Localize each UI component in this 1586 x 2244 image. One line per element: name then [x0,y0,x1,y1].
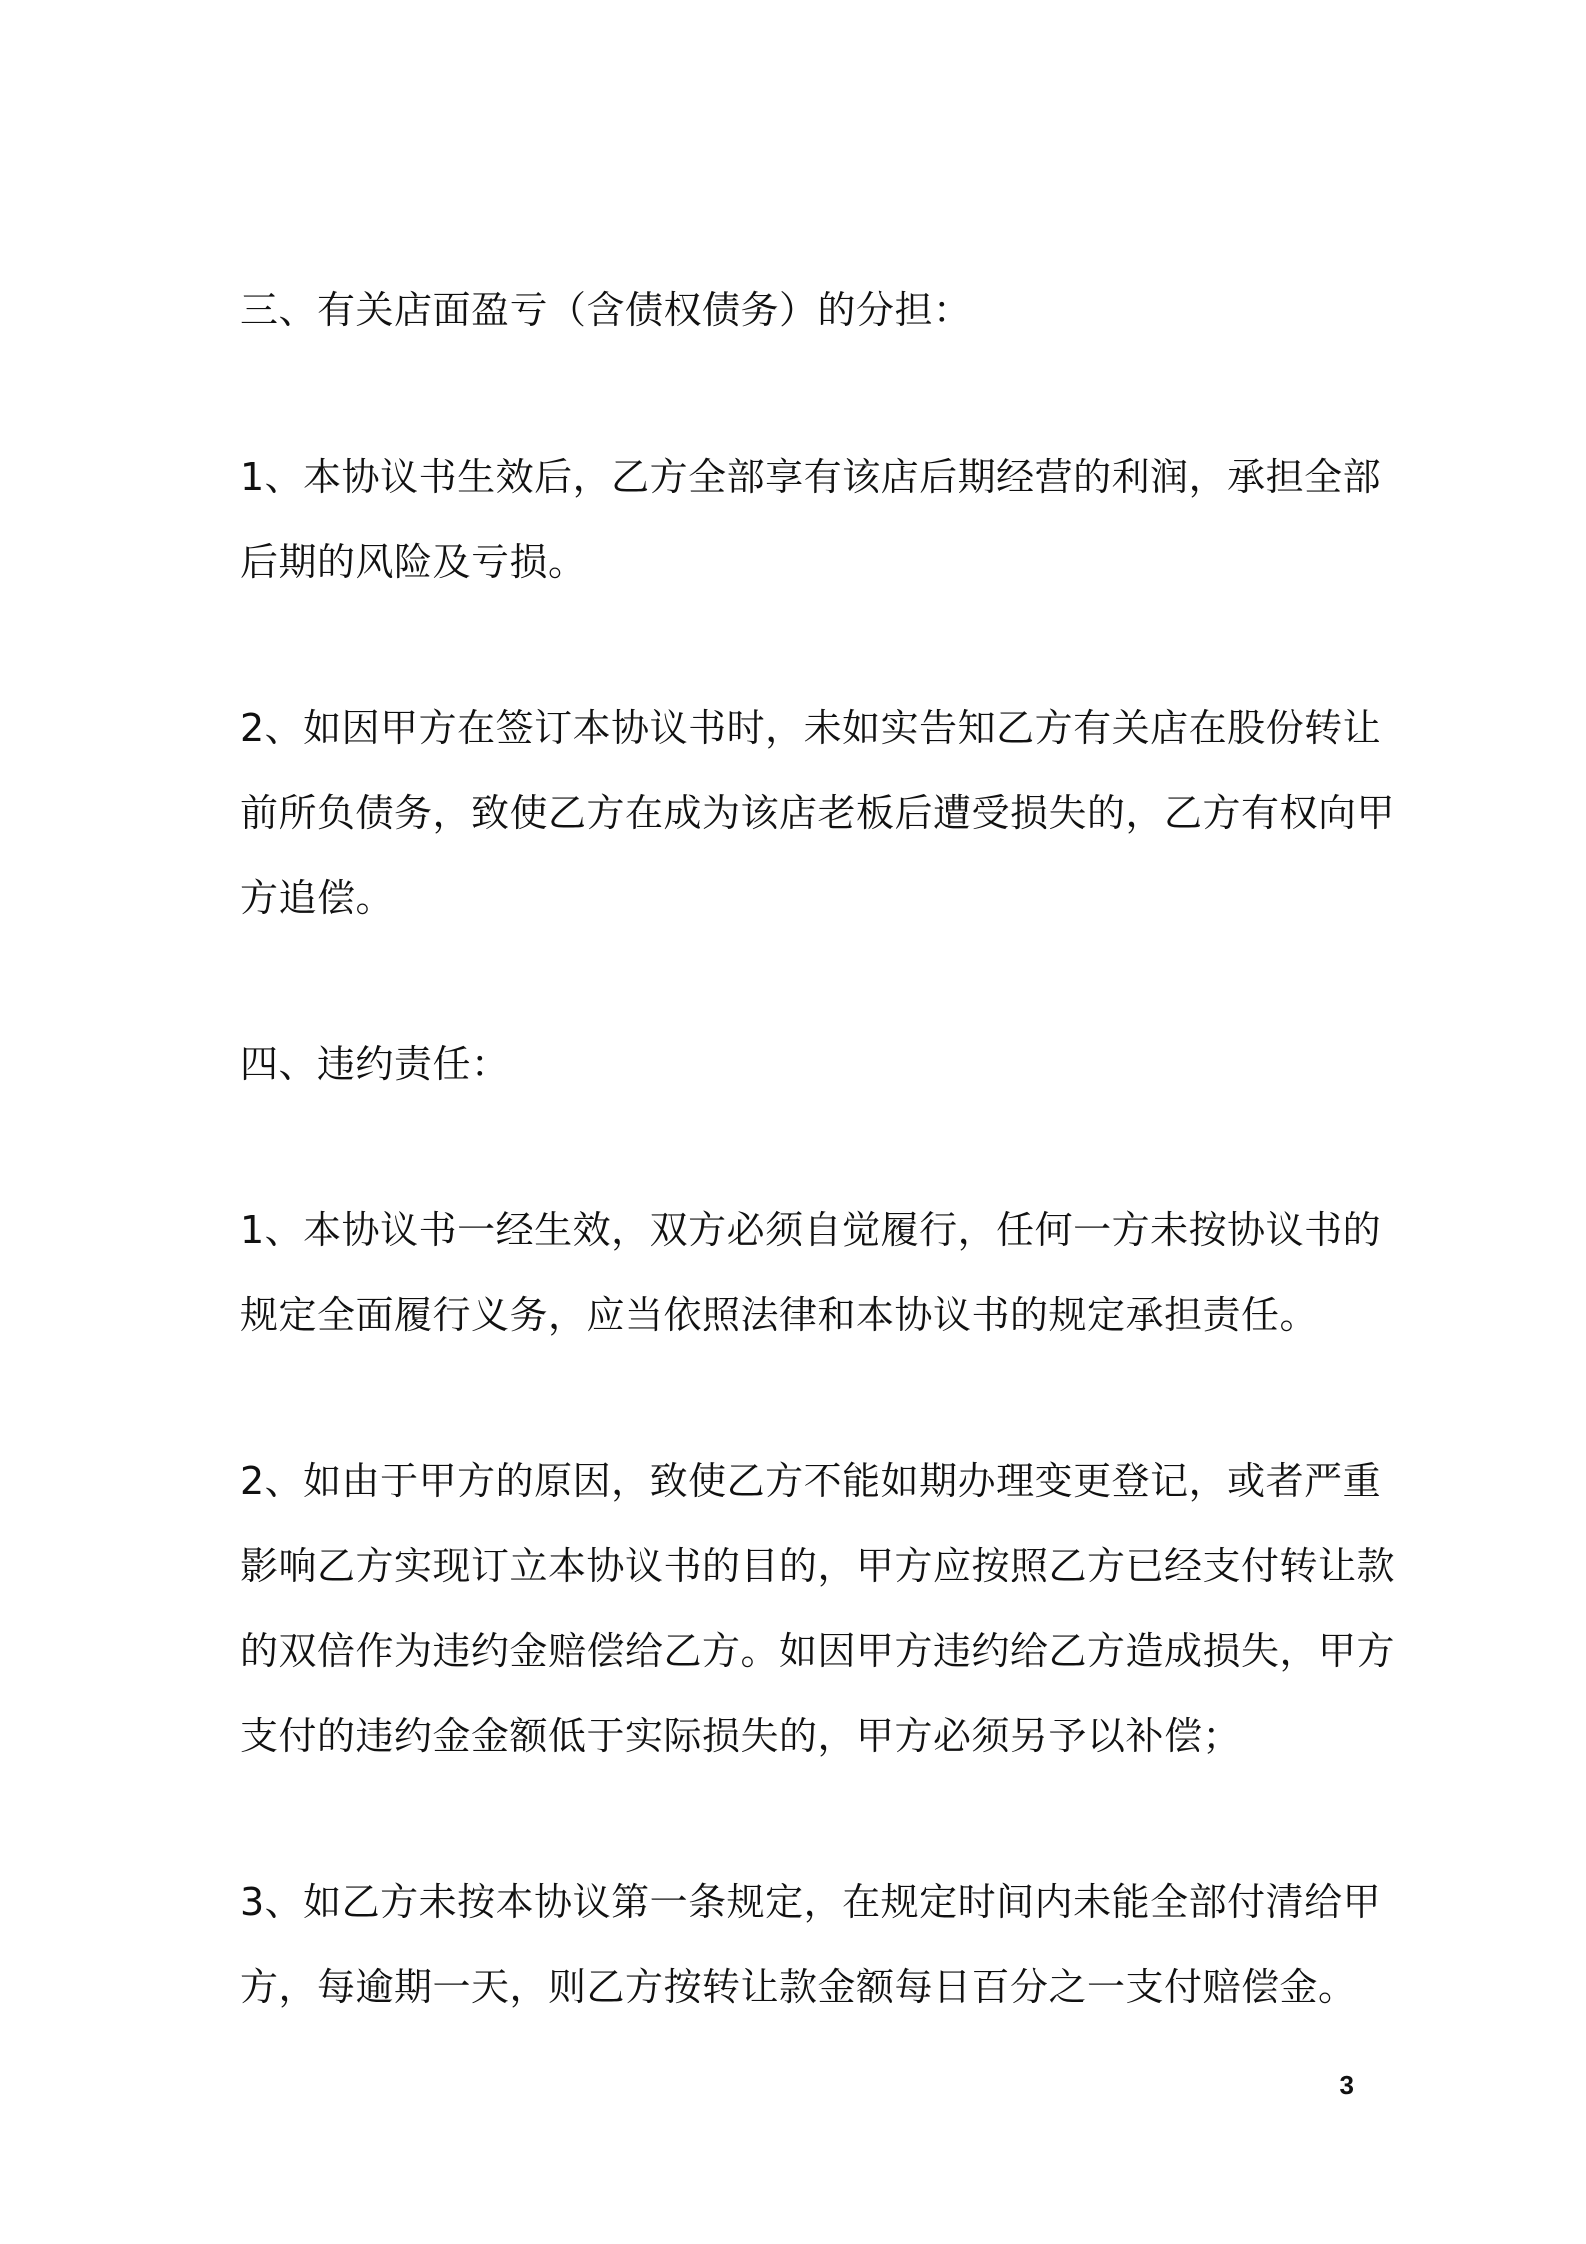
section-4-item-1-line-2: 规定全面履行义务，应当依照法律和本协议书的规定承担责任。 [240,1293,1319,1337]
section-3-item-2-line-2: 前所负债务，致使乙方在成为该店老板后遭受损失的，乙方有权向甲 [240,791,1396,835]
section-4-item-1-line-1: 1、本协议书一经生效，双方必须自觉履行，任何一方未按协议书的 [240,1208,1382,1252]
section-3-item-2-line-3: 方追偿。 [240,876,395,920]
section-3-item-1-line-2: 后期的风险及亏损。 [240,540,587,584]
section-3-item-1-line-1: 1、本协议书生效后，乙方全部享有该店后期经营的利润，承担全部 [240,455,1382,499]
section-4-heading: 四、违约责任： [240,1042,510,1086]
page-number: 3 [1339,2070,1354,2100]
section-4-item-3-line-2: 方，每逾期一天，则乙方按转让款金额每日百分之一支付赔偿金。 [240,1965,1357,2009]
section-4-item-2-line-4: 支付的违约金金额低于实际损失的，甲方必须另予以补偿； [240,1714,1242,1758]
section-3-item-2-line-1: 2、如因甲方在签订本协议书时，未如实告知乙方有关店在股份转让 [240,706,1382,750]
section-3-heading: 三、有关店面盈亏（含债权债务）的分担： [240,288,972,332]
section-4-item-2-line-1: 2、如由于甲方的原因，致使乙方不能如期办理变更登记，或者严重 [240,1459,1382,1503]
section-4-item-2-line-2: 影响乙方实现订立本协议书的目的，甲方应按照乙方已经支付转让款 [240,1544,1396,1588]
section-4-item-3-line-1: 3、如乙方未按本协议第一条规定，在规定时间内未能全部付清给甲 [240,1880,1382,1924]
section-4-item-2-line-3: 的双倍作为违约金赔偿给乙方。如因甲方违约给乙方造成损失，甲方 [240,1629,1396,1673]
